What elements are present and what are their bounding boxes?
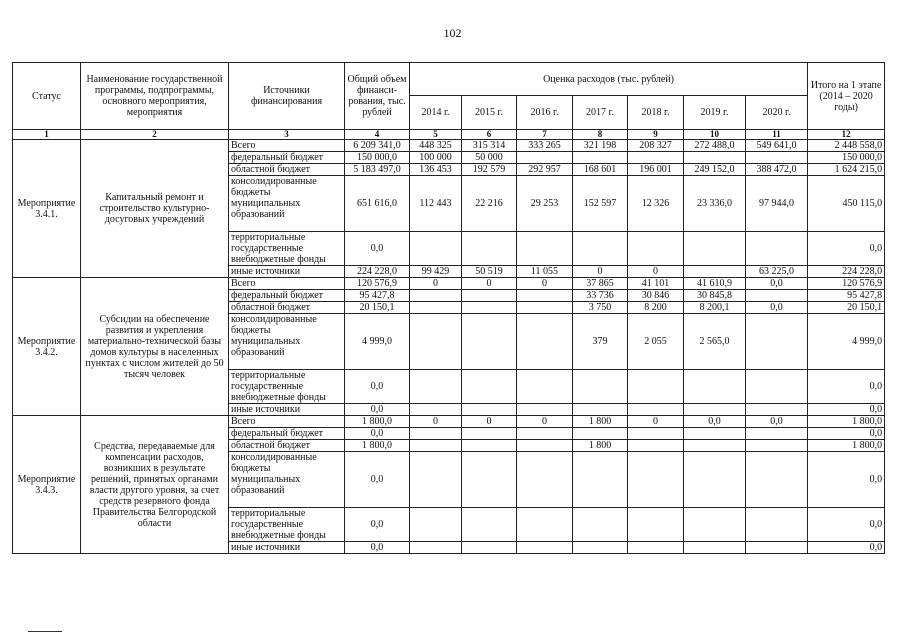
column-number: 7 [517, 130, 573, 140]
column-number: 2 [81, 130, 229, 140]
year-value-cell: 97 944,0 [746, 176, 808, 232]
year-value-cell: 152 597 [573, 176, 628, 232]
total-volume-cell: 1 800,0 [345, 416, 410, 428]
stage-total-cell: 224 228,0 [808, 266, 885, 278]
funding-source: федеральный бюджет [229, 290, 345, 302]
year-value-cell [462, 428, 517, 440]
funding-source: Всего [229, 416, 345, 428]
year-value-cell: 549 641,0 [746, 140, 808, 152]
year-value-cell: 29 253 [517, 176, 573, 232]
column-number: 8 [573, 130, 628, 140]
column-numbers-row [13, 130, 885, 140]
activity-name: Средства, передаваемые для компенсации расходов, возникших в результате решений, принятых органами власти другого уровня, за счет средств резервного фонда Правительства Белгородской области [81, 416, 229, 554]
year-value-cell [517, 428, 573, 440]
header-stage-total: Итого на 1 этапе (2014 – 2020 годы) [808, 63, 885, 130]
funding-source: областной бюджет [229, 440, 345, 452]
year-value-cell: 0 [462, 416, 517, 428]
funding-source: областной бюджет [229, 302, 345, 314]
year-value-cell [684, 452, 746, 508]
year-value-cell [410, 508, 462, 542]
total-volume-cell: 0,0 [345, 428, 410, 440]
year-value-cell [684, 266, 746, 278]
column-number: 9 [628, 130, 684, 140]
year-value-cell [517, 314, 573, 370]
total-volume-cell: 1 800,0 [345, 440, 410, 452]
year-value-cell: 0,0 [746, 416, 808, 428]
year-value-cell: 100 000 [410, 152, 462, 164]
funding-source: Всего [229, 140, 345, 152]
header-year: 2020 г. [746, 96, 808, 130]
year-value-cell: 8 200 [628, 302, 684, 314]
year-value-cell [746, 370, 808, 404]
year-value-cell [410, 440, 462, 452]
table-row [13, 140, 885, 152]
year-value-cell [462, 314, 517, 370]
year-value-cell: 0 [517, 278, 573, 290]
activity-status: Мероприятие 3.4.1. [13, 140, 81, 278]
year-value-cell [462, 440, 517, 452]
year-value-cell: 2 565,0 [684, 314, 746, 370]
year-value-cell: 37 865 [573, 278, 628, 290]
year-value-cell [410, 302, 462, 314]
year-value-cell [684, 152, 746, 164]
year-value-cell [410, 404, 462, 416]
year-value-cell: 448 325 [410, 140, 462, 152]
table-row [13, 278, 885, 290]
year-value-cell: 1 800 [573, 416, 628, 428]
year-value-cell [573, 152, 628, 164]
year-value-cell: 41 101 [628, 278, 684, 290]
year-value-cell: 0,0 [746, 278, 808, 290]
total-volume-cell: 120 576,9 [345, 278, 410, 290]
column-number: 12 [808, 130, 885, 140]
year-value-cell [462, 404, 517, 416]
year-value-cell: 33 736 [573, 290, 628, 302]
stage-total-cell: 1 800,0 [808, 416, 885, 428]
year-value-cell: 8 200,1 [684, 302, 746, 314]
column-number: 4 [345, 130, 410, 140]
year-value-cell [684, 508, 746, 542]
funding-source: федеральный бюджет [229, 428, 345, 440]
year-value-cell: 0 [628, 416, 684, 428]
year-value-cell: 272 488,0 [684, 140, 746, 152]
year-value-cell [573, 370, 628, 404]
table-body [13, 140, 885, 554]
year-value-cell [573, 508, 628, 542]
stage-total-cell: 1 624 215,0 [808, 164, 885, 176]
total-volume-cell: 0,0 [345, 404, 410, 416]
year-value-cell [517, 232, 573, 266]
year-value-cell [462, 370, 517, 404]
year-value-cell [746, 542, 808, 554]
year-value-cell: 292 957 [517, 164, 573, 176]
year-value-cell [628, 542, 684, 554]
year-value-cell [462, 290, 517, 302]
stage-total-cell: 95 427,8 [808, 290, 885, 302]
year-value-cell: 0 [573, 266, 628, 278]
header-status: Статус [13, 63, 81, 130]
funding-source: федеральный бюджет [229, 152, 345, 164]
year-value-cell: 249 152,0 [684, 164, 746, 176]
stage-total-cell: 0,0 [808, 404, 885, 416]
total-volume-cell: 0,0 [345, 232, 410, 266]
page-number: 102 [443, 26, 462, 40]
footnote-rule [28, 631, 62, 632]
activity-name: Субсидии на обеспечение развития и укрепления материально-технической базы домов культуры в населенных пунктах с числом жителей до 50 тысяч человек [81, 278, 229, 416]
header-year: 2017 г. [573, 96, 628, 130]
total-volume-cell: 95 427,8 [345, 290, 410, 302]
total-volume-cell: 0,0 [345, 542, 410, 554]
year-value-cell [517, 542, 573, 554]
year-value-cell: 12 326 [628, 176, 684, 232]
year-value-cell: 208 327 [628, 140, 684, 152]
year-value-cell [517, 404, 573, 416]
total-volume-cell: 224 228,0 [345, 266, 410, 278]
year-value-cell [573, 452, 628, 508]
year-value-cell: 3 750 [573, 302, 628, 314]
year-value-cell [746, 428, 808, 440]
year-value-cell: 1 800 [573, 440, 628, 452]
stage-total-cell: 120 576,9 [808, 278, 885, 290]
year-value-cell: 315 314 [462, 140, 517, 152]
year-value-cell: 0 [410, 416, 462, 428]
year-value-cell [517, 440, 573, 452]
year-value-cell [462, 232, 517, 266]
year-value-cell [746, 152, 808, 164]
funding-source: консолидированные бюджеты муниципальных образований [229, 452, 345, 508]
funding-source: территориальные государственные внебюджетные фонды [229, 508, 345, 542]
year-value-cell: 0 [410, 278, 462, 290]
total-volume-cell: 20 150,1 [345, 302, 410, 314]
funding-source: областной бюджет [229, 164, 345, 176]
total-volume-cell: 4 999,0 [345, 314, 410, 370]
header-year: 2015 г. [462, 96, 517, 130]
activity-status: Мероприятие 3.4.2. [13, 278, 81, 416]
year-value-cell: 0,0 [746, 302, 808, 314]
year-value-cell [410, 232, 462, 266]
header-sources: Источники финансирования [229, 63, 345, 130]
year-value-cell: 41 610,9 [684, 278, 746, 290]
stage-total-cell: 1 800,0 [808, 440, 885, 452]
year-value-cell [684, 232, 746, 266]
column-number: 6 [462, 130, 517, 140]
table-row [13, 416, 885, 428]
year-value-cell [573, 232, 628, 266]
column-number: 3 [229, 130, 345, 140]
year-value-cell [462, 302, 517, 314]
year-value-cell: 196 001 [628, 164, 684, 176]
year-value-cell: 23 336,0 [684, 176, 746, 232]
year-value-cell: 2 055 [628, 314, 684, 370]
year-value-cell [746, 508, 808, 542]
header-year: 2014 г. [410, 96, 462, 130]
year-value-cell [410, 452, 462, 508]
stage-total-cell: 2 448 558,0 [808, 140, 885, 152]
year-value-cell [684, 370, 746, 404]
total-volume-cell: 6 209 341,0 [345, 140, 410, 152]
year-value-cell [517, 370, 573, 404]
year-value-cell [746, 452, 808, 508]
year-value-cell: 22 216 [462, 176, 517, 232]
year-value-cell: 11 055 [517, 266, 573, 278]
funding-source: иные источники [229, 266, 345, 278]
year-value-cell [628, 152, 684, 164]
header-year: 2018 г. [628, 96, 684, 130]
year-value-cell [684, 404, 746, 416]
year-value-cell [517, 452, 573, 508]
year-value-cell: 0 [517, 416, 573, 428]
year-value-cell [746, 440, 808, 452]
stage-total-cell: 0,0 [808, 508, 885, 542]
year-value-cell [628, 440, 684, 452]
year-value-cell: 63 225,0 [746, 266, 808, 278]
year-value-cell: 30 845,8 [684, 290, 746, 302]
year-value-cell: 99 429 [410, 266, 462, 278]
total-volume-cell: 0,0 [345, 508, 410, 542]
year-value-cell [517, 508, 573, 542]
funding-source: иные источники [229, 542, 345, 554]
funding-source: территориальные государственные внебюджетные фонды [229, 370, 345, 404]
year-value-cell [517, 290, 573, 302]
year-value-cell [746, 290, 808, 302]
year-value-cell: 321 198 [573, 140, 628, 152]
stage-total-cell: 0,0 [808, 232, 885, 266]
stage-total-cell: 150 000,0 [808, 152, 885, 164]
stage-total-cell: 4 999,0 [808, 314, 885, 370]
activity-status: Мероприятие 3.4.3. [13, 416, 81, 554]
total-volume-cell: 651 616,0 [345, 176, 410, 232]
column-number: 11 [746, 130, 808, 140]
column-number: 1 [13, 130, 81, 140]
total-volume-cell: 0,0 [345, 370, 410, 404]
funding-source: территориальные государственные внебюджетные фонды [229, 232, 345, 266]
stage-total-cell: 0,0 [808, 370, 885, 404]
header-year: 2016 г. [517, 96, 573, 130]
stage-total-cell: 20 150,1 [808, 302, 885, 314]
header-estimate: Оценка расходов (тыс. рублей) [410, 63, 808, 96]
year-value-cell: 192 579 [462, 164, 517, 176]
year-value-cell: 0 [462, 278, 517, 290]
year-value-cell [410, 370, 462, 404]
funding-source: консолидированные бюджеты муниципальных образований [229, 314, 345, 370]
year-value-cell [628, 370, 684, 404]
year-value-cell [410, 428, 462, 440]
year-value-cell [410, 314, 462, 370]
year-value-cell [410, 542, 462, 554]
year-value-cell: 388 472,0 [746, 164, 808, 176]
year-value-cell: 30 846 [628, 290, 684, 302]
year-value-cell: 50 000 [462, 152, 517, 164]
year-value-cell: 168 601 [573, 164, 628, 176]
year-value-cell [573, 404, 628, 416]
year-value-cell: 379 [573, 314, 628, 370]
total-volume-cell: 150 000,0 [345, 152, 410, 164]
column-number: 5 [410, 130, 462, 140]
year-value-cell [573, 542, 628, 554]
year-value-cell [462, 508, 517, 542]
stage-total-cell: 0,0 [808, 428, 885, 440]
total-volume-cell: 0,0 [345, 452, 410, 508]
column-number: 10 [684, 130, 746, 140]
year-value-cell: 112 443 [410, 176, 462, 232]
funding-source: консолидированные бюджеты муниципальных образований [229, 176, 345, 232]
stage-total-cell: 0,0 [808, 542, 885, 554]
activity-name: Капитальный ремонт и строительство культурно-досуговых учреждений [81, 140, 229, 278]
year-value-cell [746, 314, 808, 370]
budget-table [12, 62, 885, 554]
year-value-cell [746, 232, 808, 266]
year-value-cell: 50 519 [462, 266, 517, 278]
year-value-cell [628, 232, 684, 266]
year-value-cell [628, 508, 684, 542]
year-value-cell [628, 428, 684, 440]
year-value-cell [628, 452, 684, 508]
year-value-cell [628, 404, 684, 416]
year-value-cell: 136 453 [410, 164, 462, 176]
year-value-cell [462, 542, 517, 554]
year-value-cell [746, 404, 808, 416]
year-value-cell [517, 152, 573, 164]
year-value-cell: 0 [628, 266, 684, 278]
year-value-cell [517, 302, 573, 314]
year-value-cell: 333 265 [517, 140, 573, 152]
year-value-cell [684, 440, 746, 452]
header-year: 2019 г. [684, 96, 746, 130]
year-value-cell [573, 428, 628, 440]
funding-source: иные источники [229, 404, 345, 416]
year-value-cell [684, 428, 746, 440]
year-value-cell [462, 452, 517, 508]
stage-total-cell: 0,0 [808, 452, 885, 508]
year-value-cell [684, 542, 746, 554]
stage-total-cell: 450 115,0 [808, 176, 885, 232]
funding-source: Всего [229, 278, 345, 290]
total-volume-cell: 5 183 497,0 [345, 164, 410, 176]
year-value-cell [410, 290, 462, 302]
year-value-cell: 0,0 [684, 416, 746, 428]
header-name: Наименование государственной программы, подпрограммы, основного мероприятия, мероприятия [81, 63, 229, 130]
header-total-volume: Общий объем финанси-рования, тыс. рублей [345, 63, 410, 130]
